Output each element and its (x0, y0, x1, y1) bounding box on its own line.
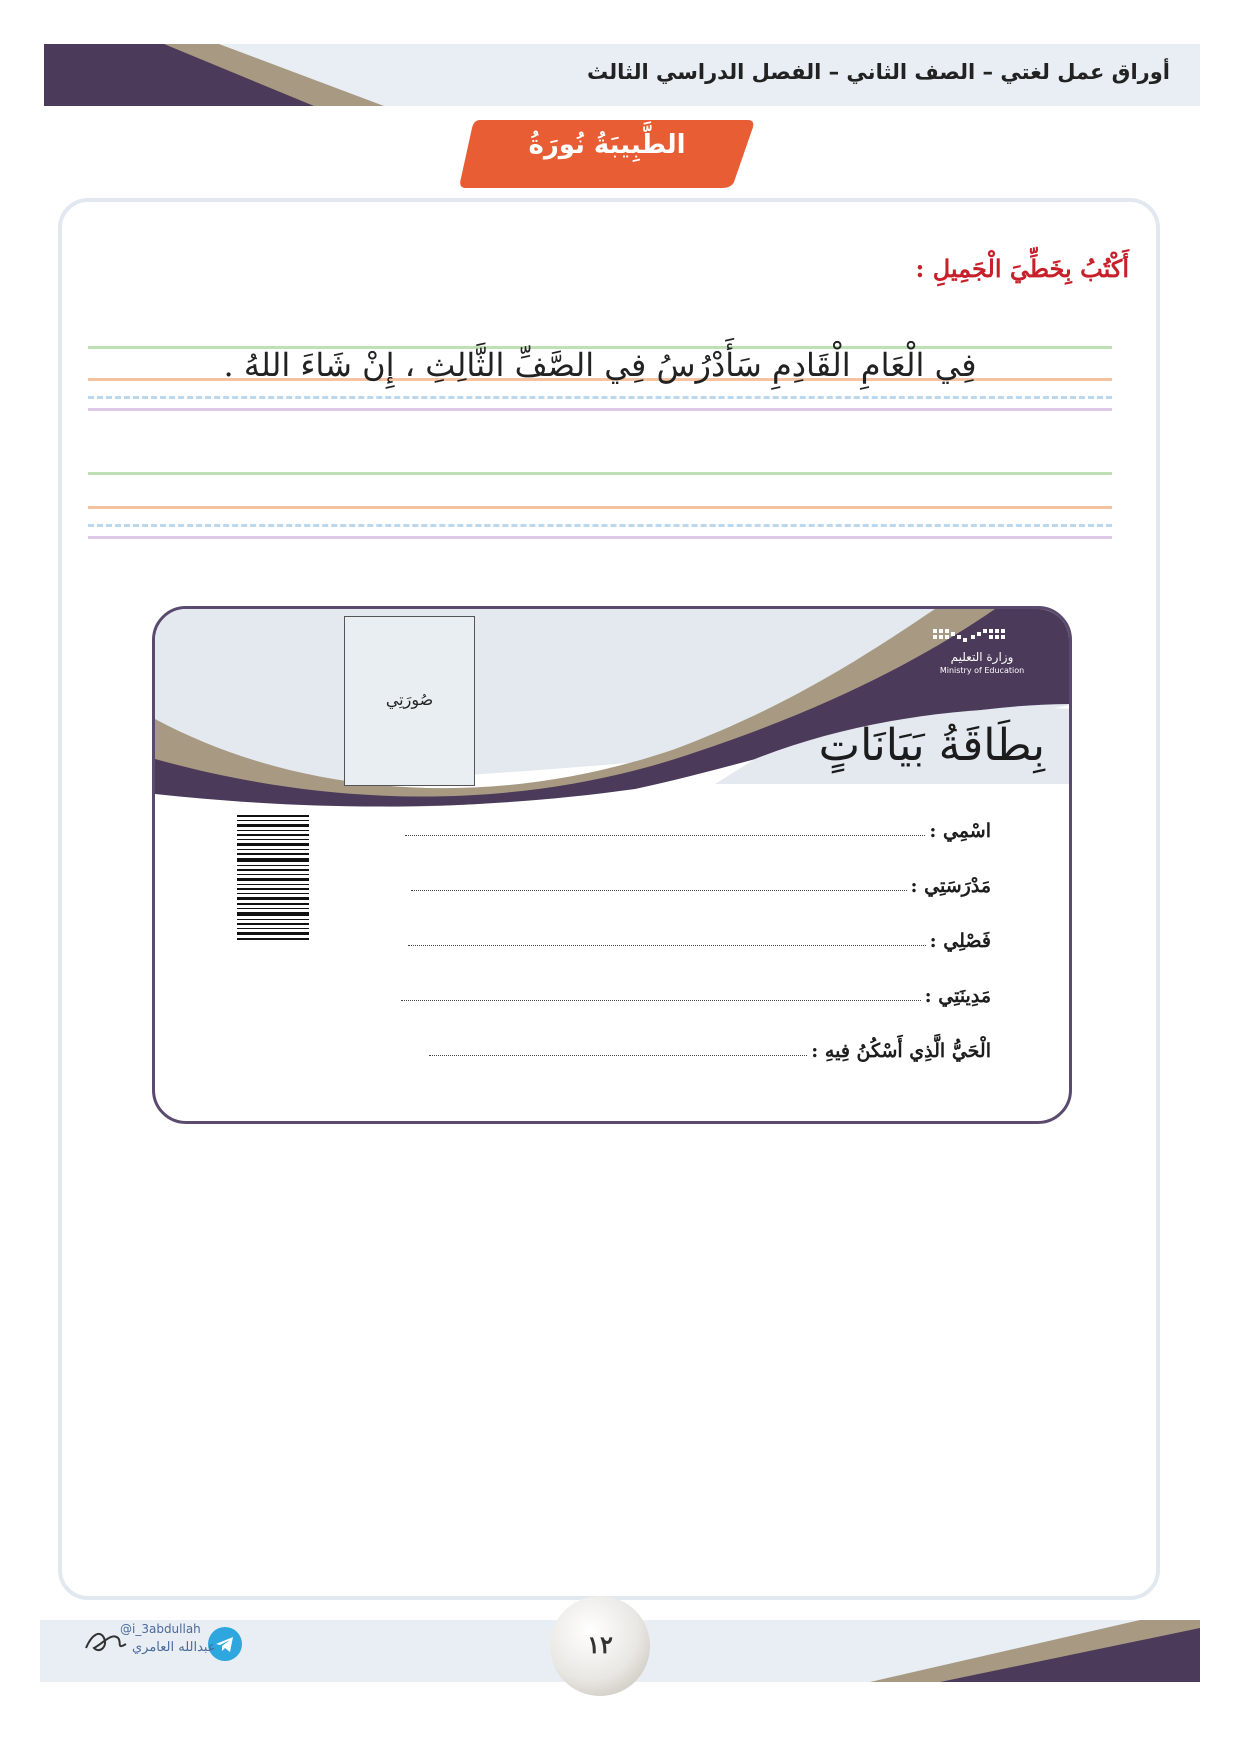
field-label: مَدْرَسَتِي : (910, 875, 991, 897)
field-label: فَصْلِي : (929, 930, 991, 952)
practice-line[interactable] (88, 506, 1112, 509)
practice-line[interactable] (88, 536, 1112, 539)
ministry-logo-icon (931, 623, 1021, 653)
handwriting-line (88, 408, 1112, 411)
model-sentence: فِي الْعَامِ الْقَادِمِ سَأَدْرُسُ فِي الصَّفِّ الثَّالِثِ ، إِنْ شَاءَ اللهُ . (223, 346, 977, 384)
ministry-name-english: Ministry of Education (939, 666, 1025, 675)
practice-line[interactable] (88, 472, 1112, 475)
author-name: عبدالله العامري (132, 1640, 216, 1655)
barcode-icon (237, 815, 309, 941)
photo-label: صُورَتِي (385, 690, 434, 709)
signature-icon (82, 1624, 132, 1658)
field-label: الْحَيُّ الَّذِي أَسْكُنُ فِيهِ : (811, 1040, 991, 1062)
social-handle: @i_3abdullah (120, 1622, 201, 1636)
field-school (411, 867, 991, 897)
handwriting-line (88, 396, 1112, 399)
field-city (401, 977, 991, 1007)
answer-line[interactable] (411, 890, 907, 891)
worksheet-title: أوراق عمل لغتي – الصف الثاني – الفصل الدراسي الثالث (587, 60, 1170, 84)
answer-line[interactable] (405, 835, 925, 836)
practice-line[interactable] (88, 524, 1112, 527)
card-title: بِطَاقَةُ بَيَانَاتٍ (818, 720, 1045, 771)
writing-instruction: أَكْتُبُ بِخَطِّيَ الْجَمِيلِ : (915, 254, 1129, 283)
field-neighborhood (429, 1032, 991, 1062)
answer-line[interactable] (429, 1055, 807, 1056)
field-label: مَدِينَتِي : (924, 985, 991, 1007)
page-header (44, 44, 1200, 106)
ministry-name-arabic: وزارة التعليم (950, 650, 1014, 664)
field-name (405, 812, 991, 842)
page-number: ١٢ (587, 1630, 613, 1659)
answer-line[interactable] (408, 945, 926, 946)
field-class (408, 922, 991, 952)
answer-line[interactable] (401, 1000, 921, 1001)
lesson-title: الطَّبِيبَةُ نُورَةُ (528, 130, 686, 160)
field-label: اسْمِي : (929, 820, 991, 842)
